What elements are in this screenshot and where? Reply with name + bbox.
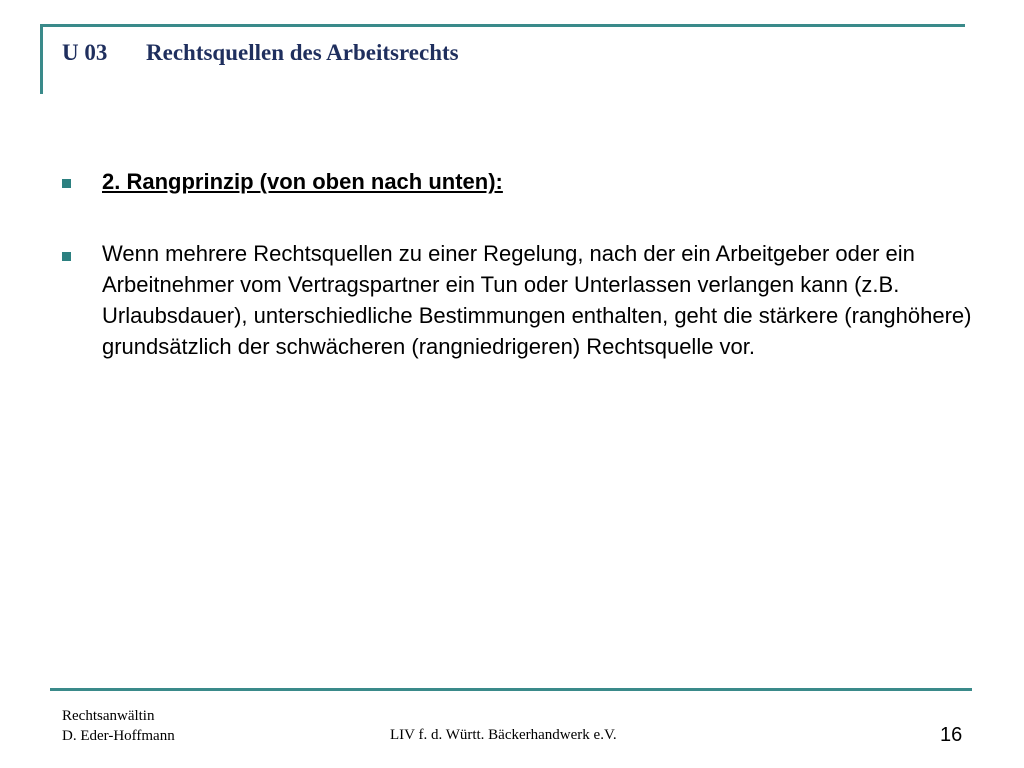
title-accent-vertical-line bbox=[40, 24, 43, 94]
bullet-body-text: Wenn mehrere Rechtsquellen zu einer Regelung, nach der ein Arbeitgeber oder ein Arbeitnehmer vom Vertragspartner ein Tun oder Unterlassen verlangen kann (z.B. Urlaubsdauer), unterschiedliche Bestimmungen enthalten, geht die stärkere (ranghöhere) grundsätzlich der schwächeren (rangniedrigeren) Rechtsquelle vor. bbox=[102, 241, 972, 359]
footer-author-title: Rechtsanwältin bbox=[62, 708, 155, 724]
bullet-heading-text: 2. Rangprinzip (von oben nach unten): bbox=[102, 169, 503, 194]
footer-author bbox=[62, 706, 175, 746]
footer-organization: LIV f. d. Württ. Bäckerhandwerk e.V. bbox=[390, 727, 617, 743]
square-bullet-icon bbox=[62, 179, 71, 188]
slide-title-text: Rechtsquellen des Arbeitsrechts bbox=[146, 40, 459, 65]
slide-title-code: U 03 bbox=[62, 40, 108, 65]
square-bullet-icon bbox=[62, 252, 71, 261]
footer-divider bbox=[50, 688, 972, 691]
page-number: 16 bbox=[940, 724, 963, 746]
footer-author-name: D. Eder-Hoffmann bbox=[62, 728, 175, 744]
slide-title bbox=[62, 40, 459, 66]
title-accent-horizontal-line bbox=[40, 24, 965, 27]
